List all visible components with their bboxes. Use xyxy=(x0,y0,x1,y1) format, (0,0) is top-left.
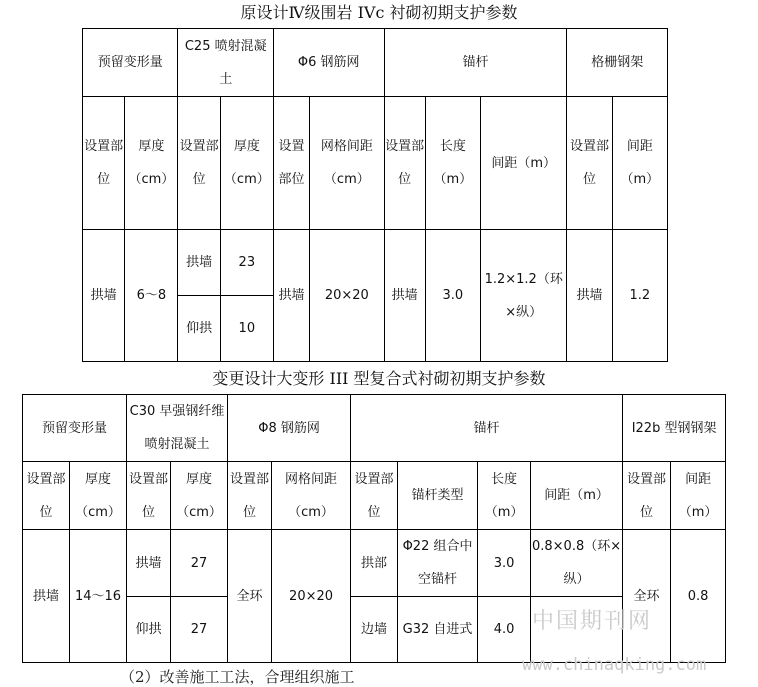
t2-frame-space: 0.8 xyxy=(671,530,726,663)
t2-shot-arch: 拱墙 xyxy=(127,530,171,597)
t2-sub-pos3: 设置部位 xyxy=(228,462,272,530)
table1 xyxy=(82,28,668,362)
t2-bolt-arch: 拱部 xyxy=(351,530,398,597)
t1-header-frame: 格栅钢架 xyxy=(567,29,668,97)
t1-sub-grid: 网格间距（cm） xyxy=(310,97,384,230)
t2-sub-grid: 网格间距（cm） xyxy=(272,462,351,530)
t1-sub-thick2: 厚度（cm） xyxy=(220,97,273,230)
t2-sub-space2: 间距（m） xyxy=(671,462,726,530)
t2-header-reserve: 预留变形量 xyxy=(23,395,127,462)
t1-header-shotcrete: C25 喷射混凝土 xyxy=(178,29,273,97)
t2-bolt-arch-len: 3.0 xyxy=(478,530,531,597)
t1-sub-pos3: 设置部位 xyxy=(384,97,425,230)
watermark-url: www.chinaqking.com xyxy=(522,655,707,675)
t2-sub-spacing: 间距（m） xyxy=(531,462,623,530)
watermark-cn: 中国期刊网 xyxy=(532,609,653,634)
t1-shot-arch-val: 23 xyxy=(220,230,273,296)
t1-reserve-val: 6～8 xyxy=(125,230,178,362)
t1-sub-spacing: 间距（m） xyxy=(480,97,566,230)
t1-bolt-pos: 拱墙 xyxy=(384,230,425,362)
t1-sub-pos-v: 设置部位 xyxy=(178,97,220,230)
t2-sub-pos2: 设置部位 xyxy=(127,462,171,530)
t1-sub-pos-v2: 设置部位 xyxy=(273,97,309,230)
t1-mesh-grid: 20×20 xyxy=(310,230,384,362)
t1-bolt-len: 3.0 xyxy=(425,230,480,362)
t2-header-frame: Ⅰ22b 型钢钢架 xyxy=(623,395,726,462)
t1-shot-arch: 拱墙 xyxy=(178,230,220,296)
t1-header-reserve: 预留变形量 xyxy=(83,29,178,97)
t1-mesh-pos: 拱墙 xyxy=(273,230,309,362)
table1-title: 原设计Ⅳ级围岩 IVc 衬砌初期支护参数 xyxy=(240,3,518,22)
t2-bolt-arch-type: Φ22 组合中空锚杆 xyxy=(398,530,478,597)
t2-mesh-pos: 全环 xyxy=(228,530,272,663)
t2-bolt-arch-space: 0.8×0.8（环×纵） xyxy=(531,530,623,597)
t2-bolt-side: 边墙 xyxy=(351,597,398,663)
footer-text: （2）改善施工工法，合理组织施工 xyxy=(120,668,355,686)
table2-title: 变更设计大变形 III 型复合式衬砌初期支护参数 xyxy=(212,369,546,388)
t2-bolt-side-type: G32 自进式 xyxy=(398,597,478,663)
t1-bolt-space: 1.2×1.2（环×纵） xyxy=(480,230,566,362)
t1-sub-space2: 间距（m） xyxy=(612,97,667,230)
t2-reserve-pos: 拱墙 xyxy=(23,530,70,663)
t2-shot-inv-val: 27 xyxy=(171,597,228,663)
t2-reserve-val: 14～16 xyxy=(70,530,127,663)
t2-header-mesh: Φ8 钢筋网 xyxy=(228,395,351,462)
t2-sub-pos4: 设置部位 xyxy=(351,462,398,530)
t1-header-bolt: 锚杆 xyxy=(384,29,567,97)
t2-sub-length: 长度（m） xyxy=(478,462,531,530)
t2-header-bolt: 锚杆 xyxy=(351,395,623,462)
t2-mesh-grid: 20×20 xyxy=(272,530,351,663)
t2-sub-type: 锚杆类型 xyxy=(398,462,478,530)
t1-frame-space: 1.2 xyxy=(612,230,667,362)
t1-header-mesh: Φ6 钢筋网 xyxy=(273,29,384,97)
t2-bolt-side-len: 4.0 xyxy=(478,597,531,663)
t1-shot-inv-val: 10 xyxy=(220,296,273,362)
t2-shot-arch-val: 27 xyxy=(171,530,228,597)
t1-sub-thick: 厚度（cm） xyxy=(125,97,178,230)
t2-header-shotcrete: C30 早强钢纤维喷射混凝土 xyxy=(127,395,228,462)
t2-sub-thick: 厚度（cm） xyxy=(70,462,127,530)
t2-frame-pos: 全环 xyxy=(623,530,671,663)
t2-sub-thick2: 厚度（cm） xyxy=(171,462,228,530)
t2-sub-pos5: 设置部位 xyxy=(623,462,671,530)
t1-frame-pos: 拱墙 xyxy=(567,230,612,362)
t1-sub-length: 长度（m） xyxy=(425,97,480,230)
t1-shot-inv: 仰拱 xyxy=(178,296,220,362)
t1-sub-pos: 设置部位 xyxy=(83,97,125,230)
t1-sub-pos4: 设置部位 xyxy=(567,97,612,230)
t1-reserve-pos: 拱墙 xyxy=(83,230,125,362)
t2-shot-inv: 仰拱 xyxy=(127,597,171,663)
t2-sub-pos: 设置部位 xyxy=(23,462,70,530)
